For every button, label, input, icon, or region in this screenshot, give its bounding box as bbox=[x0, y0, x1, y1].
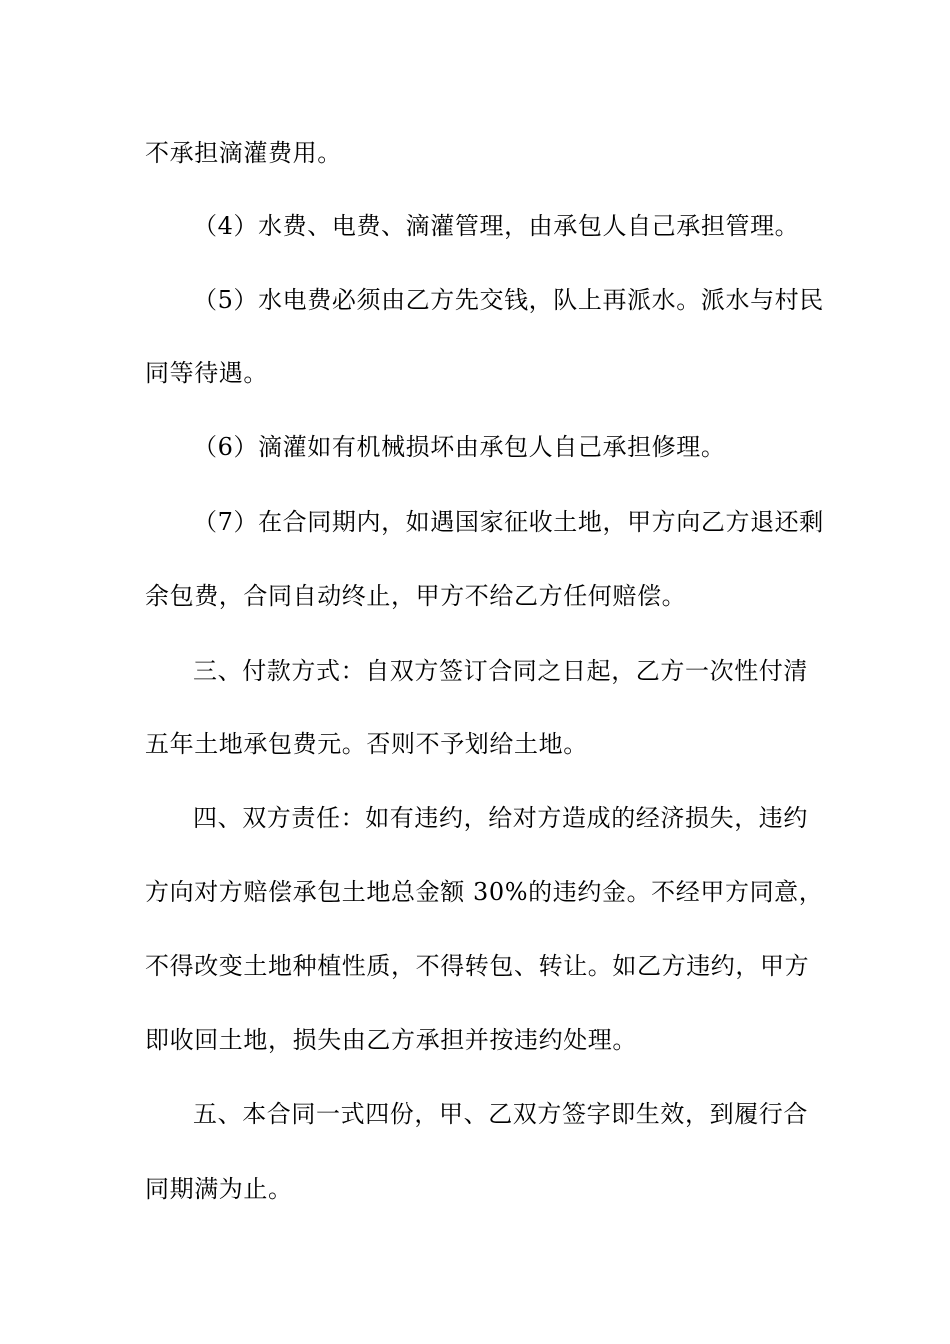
text-line: 五、本合同一式四份，甲、乙双方签字即生效，到履行合 bbox=[193, 1100, 808, 1128]
text-line: 余包费，合同自动终止，甲方不给乙方任何赔偿。 bbox=[145, 582, 687, 610]
text-line: （5）水电费必须由乙方先交钱，队上再派水。派水与村民 bbox=[193, 286, 824, 314]
text-line: 四、双方责任：如有违约，给对方造成的经济损失，违约 bbox=[193, 804, 808, 832]
text-line: 即收回土地，损失由乙方承担并按违约处理。 bbox=[145, 1026, 637, 1054]
text-line: 不得改变土地种植性质，不得转包、转让。如乙方违约，甲方 bbox=[145, 952, 810, 980]
text-line: 五年土地承包费元。否则不予划给土地。 bbox=[145, 730, 588, 758]
text-line: 三、付款方式：自双方签订合同之日起，乙方一次性付清 bbox=[193, 657, 808, 685]
text-line: （4）水费、电费、滴灌管理，由承包人自己承担管理。 bbox=[193, 212, 800, 240]
text-line: （6）滴灌如有机械损坏由承包人自己承担修理。 bbox=[193, 433, 726, 461]
text-line: 方向对方赔偿承包土地总金额 30%的违约金。不经甲方同意， bbox=[145, 878, 824, 906]
text-line: 同期满为止。 bbox=[145, 1175, 293, 1203]
text-line: 同等待遇。 bbox=[145, 359, 268, 387]
text-line: 不承担滴灌费用。 bbox=[145, 139, 342, 167]
text-line: （7）在合同期内，如遇国家征收土地，甲方向乙方退还剩 bbox=[193, 508, 824, 536]
